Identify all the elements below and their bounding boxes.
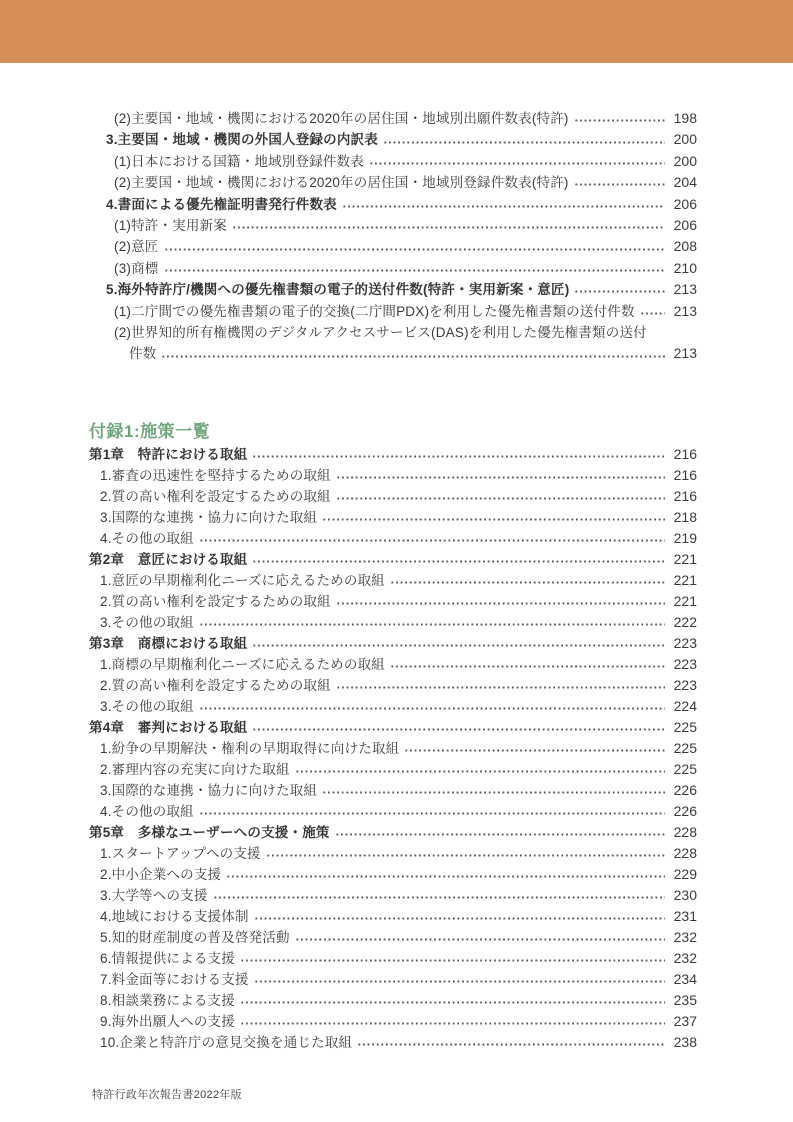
toc-dot-leader — [199, 612, 665, 633]
toc-entry — [89, 738, 697, 759]
toc-dot-leader — [161, 343, 665, 364]
toc-entry — [89, 654, 697, 675]
toc-entry — [89, 1032, 697, 1053]
toc-entry — [89, 906, 697, 927]
toc-entry-page: 198 — [673, 110, 697, 126]
toc-entry-page: 232 — [673, 949, 697, 966]
toc-entry — [89, 927, 697, 948]
toc-entry — [89, 507, 697, 528]
toc-entry-label: 5.知的財産制度の普及啓発活動 — [100, 929, 290, 945]
toc-entry-label: 10.企業と特許庁の意見交換を通じた取組 — [100, 1034, 353, 1050]
toc-entry-page: 228 — [673, 844, 697, 861]
toc-entry-page: 221 — [673, 571, 697, 588]
toc-entry-page: 222 — [673, 613, 697, 630]
toc-entry-label: 3.大学等への支援 — [100, 887, 208, 903]
toc-entry-page: 231 — [673, 907, 697, 924]
toc-entry — [89, 465, 697, 486]
toc-entry — [89, 322, 697, 343]
toc-entry-label: 1.スタートアップへの支援 — [100, 845, 261, 861]
toc-entry-page: 223 — [673, 655, 697, 672]
toc-dot-leader — [574, 172, 665, 193]
toc-entry — [89, 343, 697, 364]
toc-dot-leader — [336, 675, 665, 696]
toc-entry-page: 221 — [673, 550, 697, 567]
toc-entry-page: 223 — [673, 634, 697, 651]
toc-entry-label: 3.国際的な連携・協力に向けた取組 — [100, 509, 318, 525]
toc-entry-label: 4.書面による優先権証明書発行件数表 — [106, 196, 337, 212]
toc-entry-page: 221 — [673, 592, 697, 609]
toc-entry-label: 1.審査の迅速性を堅持するための取組 — [100, 467, 331, 483]
toc-entry-label: (1)日本における国籍・地域別登録件数表 — [114, 153, 364, 169]
toc-entry-page: 235 — [673, 991, 697, 1008]
toc-entry-page: 232 — [673, 928, 697, 945]
toc-entry — [89, 990, 697, 1011]
toc-entry-label: 3.その他の取組 — [100, 614, 194, 630]
toc-entry-label: 2.質の高い権利を設定するための取組 — [100, 488, 331, 504]
toc-entry-label: 第4章 審判における取組 — [89, 719, 248, 735]
toc-dot-leader — [336, 591, 665, 612]
toc-entry-label: 第3章 商標における取組 — [89, 635, 248, 651]
toc-entry-label: 6.情報提供による支援 — [100, 950, 235, 966]
toc-entry-label: (1)特許・実用新案 — [114, 218, 227, 234]
toc-entry — [89, 780, 697, 801]
toc-entry — [89, 528, 697, 549]
toc-list-top — [89, 108, 697, 365]
toc-entry-label: 3.その他の取組 — [100, 698, 194, 714]
toc-entry — [89, 612, 697, 633]
toc-dot-leader — [369, 151, 665, 172]
toc-entry — [89, 801, 697, 822]
header-band — [0, 0, 793, 63]
toc-entry-page: 225 — [673, 718, 697, 735]
toc-dot-leader — [232, 215, 665, 236]
toc-entry — [89, 864, 697, 885]
toc-entry-label: 第5章 多様なユーザーへの支援・施策 — [89, 824, 330, 840]
toc-entry-page: 206 — [673, 195, 697, 212]
toc-entry-label: 4.地域における支援体制 — [100, 908, 249, 924]
toc-entry — [89, 570, 697, 591]
toc-entry-label: (2)意匠 — [114, 239, 159, 255]
toc-entry-page: 225 — [673, 739, 697, 756]
toc-entry-label: 3.主要国・地域・機関の外国人登録の内訳表 — [106, 132, 378, 148]
content-area — [0, 108, 793, 1053]
toc-entry — [89, 129, 697, 150]
toc-list-appendix — [89, 444, 697, 1053]
toc-dot-leader — [252, 549, 665, 570]
toc-entry — [89, 444, 697, 465]
toc-entry-page: 218 — [673, 508, 697, 525]
toc-entry-page: 223 — [673, 676, 697, 693]
toc-entry — [89, 236, 697, 257]
toc-entry-page: 213 — [673, 302, 697, 319]
toc-dot-leader — [240, 948, 665, 969]
toc-dot-leader — [404, 738, 665, 759]
toc-entry-label: (2)世界知的所有権機関のデジタルアクセスサービス(DAS)を利用した優先権書類の送付 — [114, 325, 647, 341]
toc-entry — [89, 151, 697, 172]
toc-entry — [89, 279, 697, 300]
toc-entry — [89, 675, 697, 696]
toc-entry-label: 2.中小企業への支援 — [100, 866, 222, 882]
toc-entry-label: 5.海外特許庁/機関への優先権書類の電子的送付件数(特許・実用新案・意匠) — [106, 282, 570, 298]
toc-entry-label: (2)主要国・地域・機関における2020年の居住国・地域別登録件数表(特許) — [114, 175, 569, 191]
toc-entry — [89, 549, 697, 570]
toc-entry — [89, 172, 697, 193]
toc-entry-page: 228 — [673, 823, 697, 840]
toc-dot-leader — [213, 885, 665, 906]
toc-entry-page: 216 — [673, 487, 697, 504]
toc-entry-label: 2.質の高い権利を設定するための取組 — [100, 593, 331, 609]
toc-entry-page: 224 — [673, 697, 697, 714]
toc-dot-leader — [383, 129, 665, 150]
toc-entry-page: 216 — [673, 445, 697, 462]
toc-dot-leader — [322, 507, 665, 528]
toc-dot-leader — [164, 236, 666, 257]
toc-entry-label: 4.その他の取組 — [100, 530, 194, 546]
toc-entry-label: 3.国際的な連携・協力に向けた取組 — [100, 782, 318, 798]
toc-entry — [89, 822, 697, 843]
toc-entry-label: 件数 — [129, 346, 157, 362]
toc-dot-leader — [322, 780, 665, 801]
toc-entry — [89, 108, 697, 129]
toc-dot-leader — [295, 759, 665, 780]
toc-entry-page: 200 — [673, 152, 697, 169]
toc-dot-leader — [390, 570, 665, 591]
toc-dot-leader — [254, 906, 665, 927]
footer-text: 特許行政年次報告書2022年版 — [92, 1089, 242, 1101]
toc-dot-leader — [336, 465, 665, 486]
toc-entry-page: 230 — [673, 886, 697, 903]
toc-entry-label: (1)二庁間での優先権書類の電子的交換(二庁間PDX)を利用した優先権書類の送付件数 — [114, 303, 635, 319]
toc-entry-page: 229 — [673, 865, 697, 882]
toc-dot-leader — [199, 528, 665, 549]
toc-entry-page: 225 — [673, 760, 697, 777]
toc-dot-leader — [226, 864, 665, 885]
toc-dot-leader — [164, 258, 666, 279]
toc-dot-leader — [357, 1032, 665, 1053]
toc-entry — [89, 215, 697, 236]
toc-entry-page: 213 — [673, 281, 697, 298]
toc-dot-leader — [640, 301, 665, 322]
toc-entry — [89, 1011, 697, 1032]
toc-entry — [89, 194, 697, 215]
toc-dot-leader — [574, 279, 665, 300]
toc-entry-label: (2)主要国・地域・機関における2020年の居住国・地域別出願件数表(特許) — [114, 111, 569, 126]
toc-entry-label: 4.その他の取組 — [100, 803, 194, 819]
toc-dot-leader — [240, 1011, 665, 1032]
toc-entry-page: 238 — [673, 1033, 697, 1050]
toc-dot-leader — [390, 654, 665, 675]
toc-entry — [89, 717, 697, 738]
toc-entry-label: 9.海外出願人への支援 — [100, 1013, 235, 1029]
toc-entry — [89, 633, 697, 654]
toc-entry-page: 219 — [673, 529, 697, 546]
toc-dot-leader — [252, 444, 665, 465]
toc-entry-page: 216 — [673, 466, 697, 483]
toc-dot-leader — [254, 969, 665, 990]
toc-entry-page: 200 — [673, 131, 697, 148]
toc-entry — [89, 843, 697, 864]
toc-dot-leader — [335, 822, 665, 843]
toc-dot-leader — [574, 108, 665, 129]
toc-entry-label: (3)商標 — [114, 260, 159, 276]
toc-entry-label: 2.質の高い権利を設定するための取組 — [100, 677, 331, 693]
toc-dot-leader — [240, 990, 665, 1011]
toc-dot-leader — [342, 194, 665, 215]
toc-entry-page: 210 — [673, 259, 697, 276]
toc-dot-leader — [199, 696, 665, 717]
toc-entry — [89, 258, 697, 279]
toc-entry-page: 204 — [673, 174, 697, 191]
toc-dot-leader — [266, 843, 665, 864]
toc-entry — [89, 301, 697, 322]
toc-entry-label: 1.意匠の早期権利化ニーズに応えるための取組 — [100, 572, 385, 588]
toc-entry-label: 8.相談業務による支援 — [100, 992, 235, 1008]
toc-entry — [89, 486, 697, 507]
toc-entry-label: 1.紛争の早期解決・権利の早期取得に向けた取組 — [100, 740, 400, 756]
toc-entry-page: 206 — [673, 217, 697, 234]
toc-entry-page: 237 — [673, 1012, 697, 1029]
appendix-heading: 付録1:施策一覧 — [89, 421, 211, 441]
toc-entry — [89, 591, 697, 612]
toc-entry-label: 第2章 意匠における取組 — [89, 551, 248, 567]
toc-entry-page: 208 — [673, 238, 697, 255]
toc-entry — [89, 969, 697, 990]
toc-dot-leader — [336, 486, 665, 507]
toc-dot-leader — [252, 633, 665, 654]
toc-entry — [89, 948, 697, 969]
toc-entry — [89, 885, 697, 906]
toc-dot-leader — [295, 927, 665, 948]
toc-entry-page: 213 — [673, 345, 697, 362]
toc-entry-label: 第1章 特許における取組 — [89, 446, 248, 462]
appendix-section — [89, 421, 697, 1053]
toc-entry-page: 234 — [673, 970, 697, 987]
toc-dot-leader — [199, 801, 665, 822]
toc-entry-label: 7.料金面等における支援 — [100, 971, 249, 987]
toc-entry-page: 226 — [673, 802, 697, 819]
toc-entry — [89, 759, 697, 780]
toc-entry-label: 1.商標の早期権利化ニーズに応えるための取組 — [100, 656, 385, 672]
toc-entry — [89, 696, 697, 717]
toc-entry-label: 2.審理内容の充実に向けた取組 — [100, 761, 290, 777]
toc-dot-leader — [252, 717, 665, 738]
toc-entry-page: 226 — [673, 781, 697, 798]
